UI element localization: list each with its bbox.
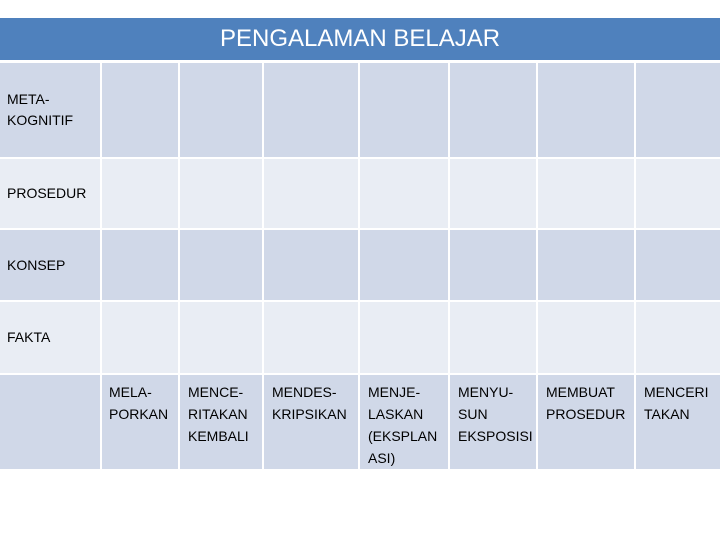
row-label-konsep: KONSEP	[0, 230, 102, 302]
learning-experience-table	[0, 18, 720, 471]
table-cell	[102, 302, 180, 374]
table-row	[0, 230, 720, 302]
column-label-menjelaskan	[360, 375, 450, 471]
table-cell	[180, 159, 264, 230]
table-row	[0, 63, 720, 158]
table-cell	[264, 302, 360, 374]
table-cell	[102, 230, 180, 302]
row-label-metakognitif	[0, 63, 102, 158]
table-cell	[180, 63, 264, 158]
column-label-line: EKSPOSISI	[458, 427, 533, 444]
column-label-menceritakan-kembali	[180, 375, 264, 471]
table-row	[0, 159, 720, 230]
table-cell	[360, 159, 450, 230]
column-label-line: MENYU-	[458, 383, 514, 400]
column-label-line: MEMBUAT	[546, 383, 615, 400]
column-label-line: PROSEDUR	[546, 405, 626, 422]
column-label-menyusun-eksposisi	[450, 375, 538, 471]
column-label-line: MENCERI	[644, 383, 709, 400]
table-cell	[450, 302, 538, 374]
column-label-line: LASKAN	[368, 405, 424, 422]
table-row	[0, 375, 720, 471]
column-label-mendeskripsikan	[264, 375, 360, 471]
table-cell	[0, 375, 102, 471]
column-label-line: ASI)	[368, 449, 396, 466]
table-cell	[360, 302, 450, 374]
column-label-line: KRIPSIKAN	[272, 405, 347, 422]
table-cell	[450, 159, 538, 230]
table-cell	[264, 159, 360, 230]
column-label-line: RITAKAN	[188, 405, 248, 422]
row-label-line: KOGNITIF	[7, 111, 74, 128]
row-label-prosedur: PROSEDUR	[0, 159, 102, 230]
table-cell	[102, 159, 180, 230]
table-cell	[538, 159, 636, 230]
column-label-line: SUN	[458, 405, 488, 422]
table-cell	[180, 230, 264, 302]
column-label-line: MENCE-	[188, 383, 244, 400]
column-label-menceritakan	[636, 375, 720, 471]
table-cell	[636, 63, 720, 158]
column-label-melaporkan	[102, 375, 180, 471]
table-cell	[180, 302, 264, 374]
table-cell	[360, 63, 450, 158]
table-cell	[538, 302, 636, 374]
table-cell	[264, 230, 360, 302]
table-cell	[636, 302, 720, 374]
table-cell	[450, 63, 538, 158]
column-label-line: TAKAN	[644, 405, 690, 422]
table-cell	[450, 230, 538, 302]
table-row	[0, 302, 720, 374]
table-cell	[360, 230, 450, 302]
column-label-line: (EKSPLAN	[368, 427, 438, 444]
table-cell	[636, 159, 720, 230]
column-label-line: PORKAN	[109, 405, 169, 422]
table-cell	[538, 230, 636, 302]
table-cell	[102, 63, 180, 158]
row-label-line: META-	[7, 90, 50, 107]
table-cell	[538, 63, 636, 158]
column-label-line: MELA-	[109, 383, 152, 400]
row-label-fakta: FAKTA	[0, 302, 102, 374]
column-label-line: MENJE-	[368, 383, 421, 400]
column-label-line: MENDES-	[272, 383, 337, 400]
table-cell	[636, 230, 720, 302]
table-title: PENGALAMAN BELAJAR	[0, 18, 720, 63]
table-cell	[264, 63, 360, 158]
column-label-line: KEMBALI	[188, 427, 249, 444]
column-label-membuat-prosedur	[538, 375, 636, 471]
